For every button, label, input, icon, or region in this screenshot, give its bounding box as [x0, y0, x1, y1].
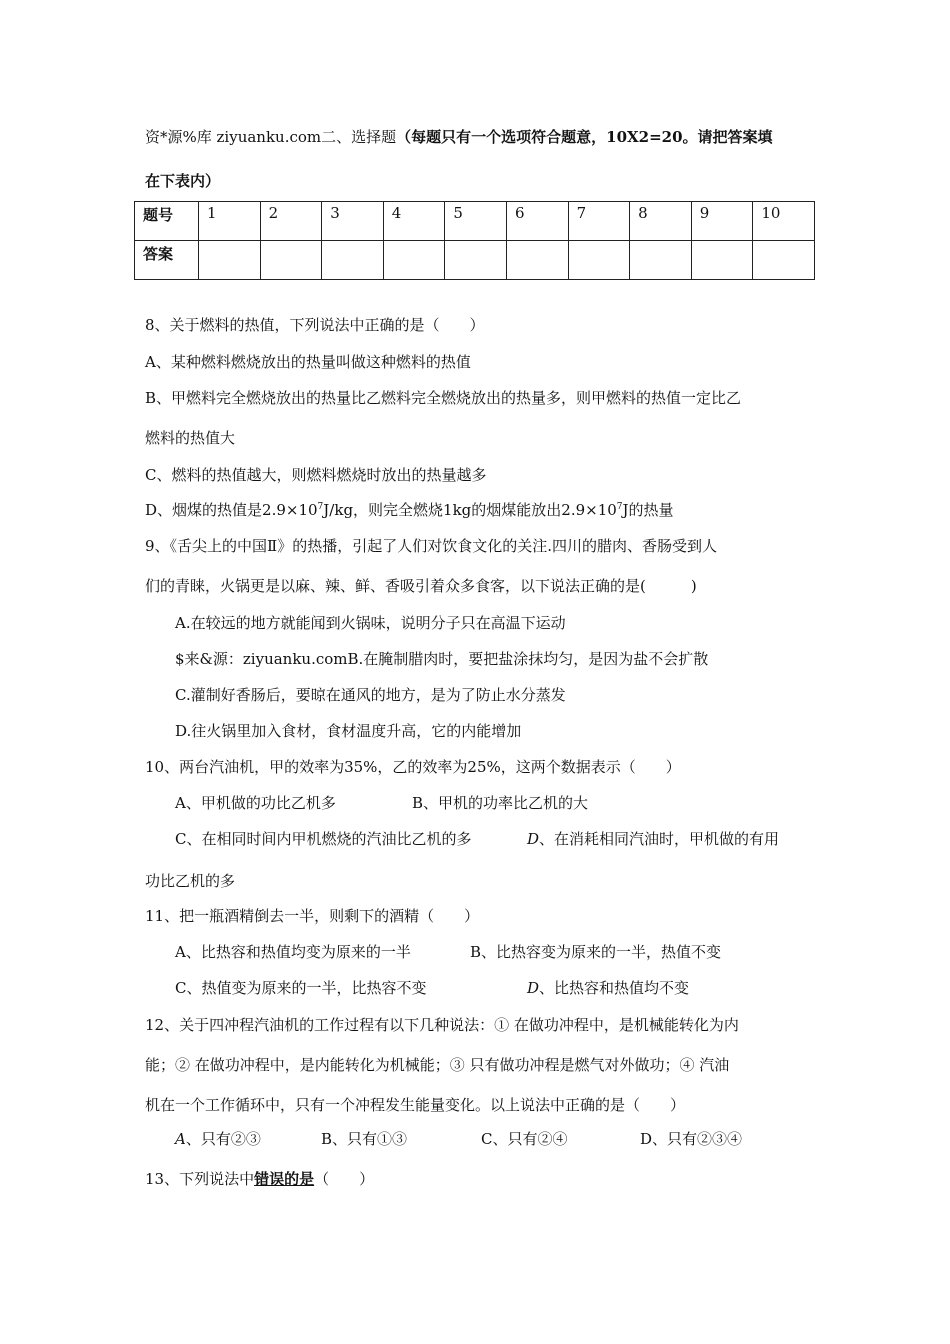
table-cell-number: 7 — [568, 202, 630, 241]
q13-stem-emphasis: 错误的是 — [254, 1170, 315, 1188]
section-instruction-cont: 在下表内） — [145, 172, 221, 190]
q13-stem-pre: 13、下列说法中 — [145, 1170, 255, 1188]
answer-cell — [753, 241, 815, 280]
q10-d-text: 、在消耗相同汽油时，甲机做的有用 — [539, 830, 780, 848]
answer-cell — [506, 241, 568, 280]
table-cell-number: 8 — [630, 202, 692, 241]
q10-stem: 10、两台汽油机，甲的效率为35%，乙的效率为25%，这两个数据表示（ ） — [145, 758, 681, 776]
q11-option-d — [527, 978, 689, 998]
q12-option-b: B、只有①③ — [321, 1130, 408, 1148]
table-cell-number: 5 — [445, 202, 507, 241]
q11-option-b: B、比热容变为原来的一半，热值不变 — [470, 943, 722, 961]
q9-stem-cont: 们的青睐，火锅更是以麻、辣、鲜、香吸引着众多食客，以下说法正确的是( ) — [145, 577, 697, 595]
answer-cell — [199, 241, 261, 280]
q8-option-b-cont: 燃料的热值大 — [145, 429, 236, 447]
answer-cell — [260, 241, 322, 280]
q12-option-c: C、只有②④ — [481, 1130, 568, 1148]
table-cell-number: 1 — [199, 202, 261, 241]
q8-d-exponent-1: 7 — [317, 502, 324, 512]
table-cell-number: 6 — [506, 202, 568, 241]
q12-a-letter: A — [175, 1130, 186, 1148]
table-cell-number: 4 — [383, 202, 445, 241]
table-header-cell: 题号 — [135, 202, 199, 241]
table-row-answers — [135, 241, 815, 280]
q9-stem: 9、《舌尖上的中国Ⅱ》的热播，引起了人们对饮食文化的关注.四川的腊肉、香肠受到人 — [145, 537, 718, 555]
q11-option-c: C、热值变为原来的一半，比热容不变 — [175, 979, 427, 997]
section-prefix: 资*源%库 ziyuanku.com二、选择题 — [145, 128, 397, 146]
q12-option-d: D、只有②③④ — [640, 1130, 743, 1148]
answer-cell — [383, 241, 445, 280]
q12-option-a — [175, 1129, 261, 1149]
q8-option-d — [145, 500, 674, 520]
q10-option-c: C、在相同时间内甲机燃烧的汽油比乙机的多 — [175, 830, 472, 848]
q13-stem-post: （ ） — [314, 1170, 375, 1188]
q10-option-b: B、甲机的功率比乙机的大 — [412, 794, 589, 812]
q13-stem — [145, 1169, 374, 1189]
answer-cell — [445, 241, 507, 280]
section-instruction: （每题只有一个选项符合题意，10X2=20。请把答案填 — [396, 128, 773, 146]
q10-d-letter: D — [527, 830, 540, 848]
answer-table — [134, 201, 815, 280]
q8-d-text-1: D、烟煤的热值是2.9×10 — [145, 501, 318, 519]
q8-option-c: C、燃料的热值越大，则燃料燃烧时放出的热量越多 — [145, 466, 487, 484]
q8-d-exponent-2: 7 — [616, 502, 623, 512]
q10-option-a: A、甲机做的功比乙机多 — [175, 794, 336, 812]
q12-stem-cont-1: 能；② 在做功冲程中，是内能转化为机械能；③ 只有做功冲程是燃气对外做功；④ 汽油 — [145, 1056, 730, 1074]
answer-cell — [691, 241, 753, 280]
table-cell-number: 10 — [753, 202, 815, 241]
q11-d-letter: D — [527, 979, 540, 997]
q10-option-d-cont: 功比乙机的多 — [145, 872, 236, 890]
q11-stem: 11、把一瓶酒精倒去一半，则剩下的酒精（ ） — [145, 907, 480, 925]
q9-option-b: $来&源：ziyuanku.comB.在腌制腊肉时，要把盐涂抹均匀，是因为盐不会扩散 — [175, 650, 709, 668]
answer-cell — [630, 241, 692, 280]
table-cell-number: 3 — [322, 202, 384, 241]
table-cell-number: 2 — [260, 202, 322, 241]
answer-cell — [568, 241, 630, 280]
table-header-cell: 答案 — [135, 241, 199, 280]
q8-stem: 8、关于燃料的热值，下列说法中正确的是（ ） — [145, 316, 485, 334]
section-heading — [145, 127, 773, 147]
q9-option-c: C.灌制好香肠后，要晾在通风的地方，是为了防止水分蒸发 — [175, 686, 566, 704]
q12-a-text: 、只有②③ — [185, 1130, 261, 1148]
q12-stem-cont-2: 机在一个工作循环中，只有一个冲程发生能量变化。以上说法中正确的是（ ） — [145, 1096, 686, 1114]
q9-option-a: A.在较远的地方就能闻到火锅味，说明分子只在高温下运动 — [175, 614, 566, 632]
q9-option-d: D.往火锅里加入食材，食材温度升高，它的内能增加 — [175, 722, 522, 740]
q11-d-text: 、比热容和热值均不变 — [539, 979, 690, 997]
q12-stem: 12、关于四冲程汽油机的工作过程有以下几种说法：① 在做功冲程中，是机械能转化为内 — [145, 1016, 739, 1034]
q8-option-a: A、某种燃料燃烧放出的热量叫做这种燃料的热值 — [145, 353, 471, 371]
q10-option-d — [527, 829, 779, 849]
answer-cell — [322, 241, 384, 280]
q8-option-b: B、甲燃料完全燃烧放出的热量比乙燃料完全燃烧放出的热量多，则甲燃料的热值一定比乙 — [145, 389, 742, 407]
q11-option-a: A、比热容和热值均变为原来的一半 — [175, 943, 411, 961]
q8-d-text-2: J/kg，则完全燃烧1kg的烟煤能放出2.9×10 — [323, 501, 617, 519]
table-cell-number: 9 — [691, 202, 753, 241]
table-row-numbers — [135, 202, 815, 241]
q8-d-text-3: J的热量 — [622, 501, 674, 519]
